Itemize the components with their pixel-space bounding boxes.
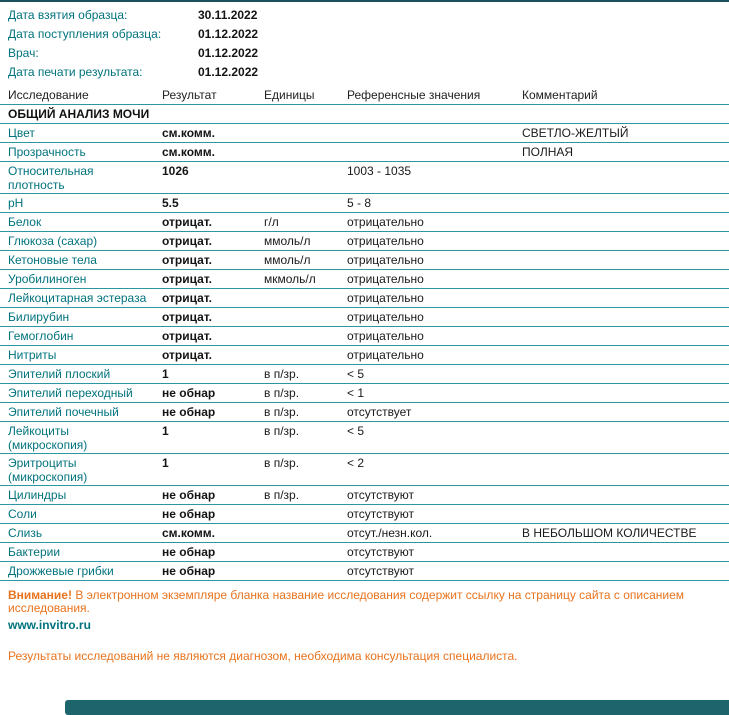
reference-value: отрицательно xyxy=(347,215,424,229)
table-row xyxy=(0,327,729,346)
meta-value: 30.11.2022 xyxy=(198,7,258,22)
reference-value: отрицательно xyxy=(347,272,424,286)
disclaimer-notice: Результаты исследований не являются диагнозом, необходима консультация специалиста. xyxy=(8,649,518,663)
result-value: отрицат. xyxy=(162,272,212,286)
reference-value: отсут./незн.кол. xyxy=(347,526,433,540)
table-row xyxy=(0,162,729,194)
table-row xyxy=(0,194,729,213)
result-value: см.комм. xyxy=(162,126,215,140)
reference-value: отсутствует xyxy=(347,405,412,419)
test-name-link[interactable]: Эпителий почечный xyxy=(8,405,119,419)
table-row xyxy=(0,124,729,143)
reference-value: отрицательно xyxy=(347,348,424,362)
warning-notice-text: В электронном экземпляре бланка название исследования содержит ссылку на страницу сайта с описанием xyxy=(71,588,685,602)
meta-row xyxy=(8,62,729,81)
result-value: отрицат. xyxy=(162,234,212,248)
meta-label: Врач: xyxy=(8,45,39,60)
result-value: отрицат. xyxy=(162,310,212,324)
reference-value: < 1 xyxy=(347,386,365,400)
test-name-link[interactable]: Лейкоцитарная эстераза xyxy=(8,291,147,305)
result-value: отрицат. xyxy=(162,291,212,305)
test-name-link[interactable]: Лейкоциты (микроскопия) xyxy=(8,424,88,452)
result-value: 1026 xyxy=(162,164,189,178)
result-value: 1 xyxy=(162,424,169,438)
test-name-link[interactable]: Белок xyxy=(8,215,42,229)
meta-section xyxy=(0,2,729,81)
warning-notice-bold: Внимание! xyxy=(8,588,72,602)
test-name-link[interactable]: pH xyxy=(8,196,24,210)
result-value: 1 xyxy=(162,367,169,381)
units-value: ммоль/л xyxy=(264,253,311,267)
invitro-link[interactable]: www.invitro.ru xyxy=(8,618,91,632)
section-title: ОБЩИЙ АНАЛИЗ МОЧИ xyxy=(0,105,729,124)
reference-value: < 5 xyxy=(347,367,365,381)
reference-value: отрицательно xyxy=(347,253,424,267)
meta-value: 01.12.2022 xyxy=(198,64,259,79)
reference-value: отсутствуют xyxy=(347,564,414,578)
reference-value: < 2 xyxy=(347,456,365,470)
result-value: не обнар xyxy=(162,386,216,400)
table-row xyxy=(0,289,729,308)
result-value: см.комм. xyxy=(162,145,215,159)
result-value: не обнар xyxy=(162,564,216,578)
reference-value: отрицательно xyxy=(347,291,424,305)
test-name-link[interactable]: Нитриты xyxy=(8,348,57,362)
table-row xyxy=(0,143,729,162)
result-value: не обнар xyxy=(162,405,216,419)
table-row xyxy=(0,543,729,562)
table-row xyxy=(0,454,729,486)
meta-row xyxy=(8,5,729,24)
test-name-link[interactable]: Билирубин xyxy=(8,310,70,324)
result-value: 5.5 xyxy=(162,196,179,210)
test-name-link[interactable]: Кетоновые тела xyxy=(8,253,97,267)
reference-value: отрицательно xyxy=(347,329,424,343)
units-value: в п/зр. xyxy=(264,405,300,419)
reference-value: отрицательно xyxy=(347,310,424,324)
meta-value: 01.12.2022 xyxy=(198,45,259,60)
column-header-result: Результат xyxy=(162,88,217,102)
units-value: в п/зр. xyxy=(264,456,300,470)
test-name-link[interactable]: Цвет xyxy=(8,126,35,140)
reference-value: отсутствуют xyxy=(347,507,414,521)
test-name-link[interactable]: Бактерии xyxy=(8,545,61,559)
result-value: отрицат. xyxy=(162,215,212,229)
reference-value: 5 - 8 xyxy=(347,196,372,210)
footer xyxy=(0,581,729,663)
result-value: отрицат. xyxy=(162,329,212,343)
reference-value: 1003 - 1035 xyxy=(347,164,412,178)
column-header-units: Единицы xyxy=(264,88,315,102)
table-row xyxy=(0,562,729,581)
test-name-link[interactable]: Прозрачность xyxy=(8,145,86,159)
warning-notice xyxy=(8,589,729,602)
table-row xyxy=(0,232,729,251)
page-footer-bar xyxy=(65,700,729,715)
reference-value: < 5 xyxy=(347,424,365,438)
column-header-test: Исследование xyxy=(8,88,89,102)
table-row xyxy=(0,346,729,365)
table-row xyxy=(0,270,729,289)
result-value: не обнар xyxy=(162,488,216,502)
units-value: в п/зр. xyxy=(264,367,300,381)
units-value: в п/зр. xyxy=(264,386,300,400)
units-value: в п/зр. xyxy=(264,488,300,502)
test-name-link[interactable]: Цилиндры xyxy=(8,488,67,502)
meta-value: 01.12.2022 xyxy=(198,26,259,41)
comment-value: ПОЛНАЯ xyxy=(522,145,574,159)
comment-value: В НЕБОЛЬШОМ КОЛИЧЕСТВЕ xyxy=(522,526,697,540)
table-row xyxy=(0,505,729,524)
test-name-link[interactable]: Уробилиноген xyxy=(8,272,87,286)
result-value: отрицат. xyxy=(162,253,212,267)
units-value: в п/зр. xyxy=(264,424,300,438)
test-name-link[interactable]: Эритроциты (микроскопия) xyxy=(8,456,88,484)
test-name-link[interactable]: Глюкоза (сахар) xyxy=(8,234,98,248)
results-table xyxy=(0,86,729,581)
result-value: не обнар xyxy=(162,545,216,559)
comment-value: СВЕТЛО-ЖЕЛТЫЙ xyxy=(522,126,629,140)
table-row xyxy=(0,213,729,232)
table-row xyxy=(0,308,729,327)
table-row xyxy=(0,486,729,505)
result-value: 1 xyxy=(162,456,169,470)
units-value: ммоль/л xyxy=(264,234,311,248)
units-value: мкмоль/л xyxy=(264,272,316,286)
units-value: г/л xyxy=(264,215,279,229)
meta-label: Дата печати результата: xyxy=(8,64,143,79)
result-value: см.комм. xyxy=(162,526,215,540)
test-name-link[interactable]: Слизь xyxy=(8,526,43,540)
test-name-link[interactable]: Эпителий переходный xyxy=(8,386,133,400)
meta-row xyxy=(8,43,729,62)
test-name-link[interactable]: Относительная плотность xyxy=(8,164,94,192)
test-name-link[interactable]: Эпителий плоский xyxy=(8,367,111,381)
table-row xyxy=(0,365,729,384)
column-header-comment: Комментарий xyxy=(522,88,598,102)
test-name-link[interactable]: Дрожжевые грибки xyxy=(8,564,114,578)
meta-row xyxy=(8,24,729,43)
test-name-link[interactable]: Соли xyxy=(8,507,37,521)
result-value: отрицат. xyxy=(162,348,212,362)
table-header-row xyxy=(0,86,729,105)
warning-notice-line2: исследования. xyxy=(8,601,90,615)
test-name-link[interactable]: Гемоглобин xyxy=(8,329,74,343)
reference-value: отрицательно xyxy=(347,234,424,248)
result-value: не обнар xyxy=(162,507,216,521)
table-row xyxy=(0,524,729,543)
table-row xyxy=(0,384,729,403)
table-row xyxy=(0,251,729,270)
meta-label: Дата взятия образца: xyxy=(8,7,128,22)
reference-value: отсутствуют xyxy=(347,545,414,559)
meta-label: Дата поступления образца: xyxy=(8,26,162,41)
column-header-reference: Референсные значения xyxy=(347,88,481,102)
table-row xyxy=(0,403,729,422)
table-row xyxy=(0,422,729,454)
reference-value: отсутствуют xyxy=(347,488,414,502)
